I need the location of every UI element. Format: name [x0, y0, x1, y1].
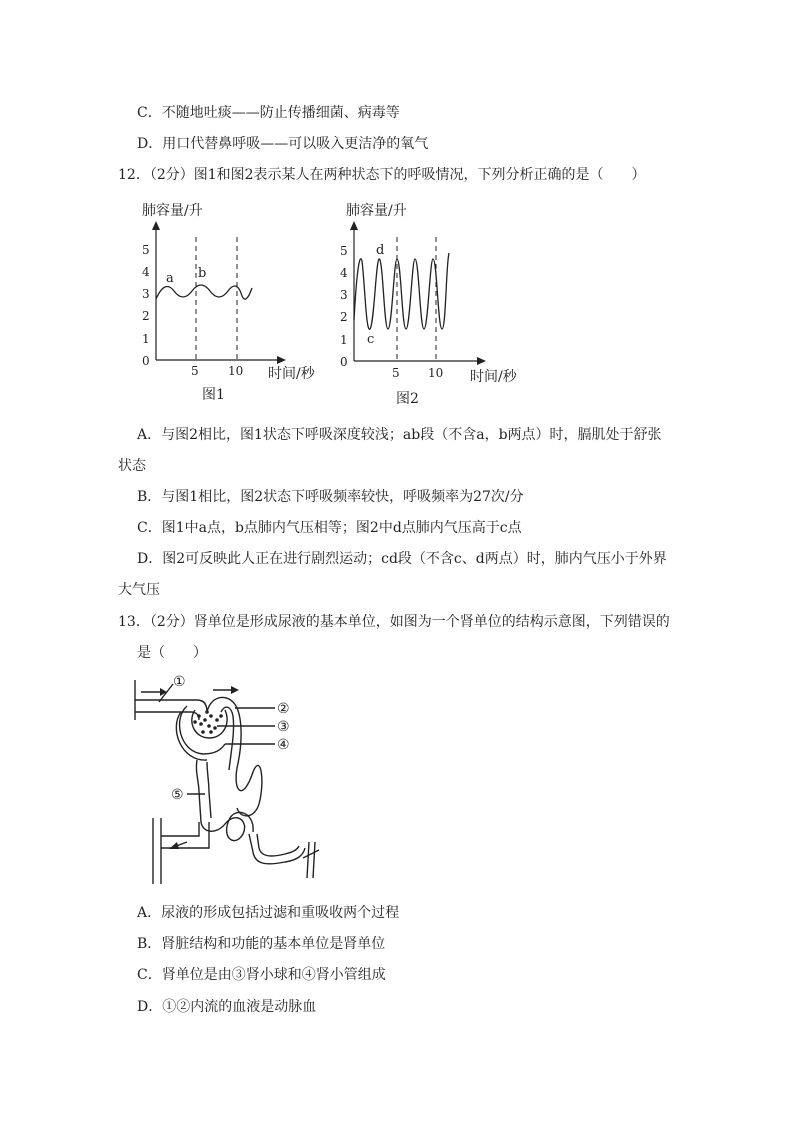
- fig1-xtick-10: 10: [228, 364, 244, 378]
- q12-option-c: C．图1中a点，b点肺内气压相等；图2中d点肺内气压高于c点: [137, 520, 522, 536]
- fig1-ytick-2: 2: [142, 309, 150, 323]
- fig1-point-a: a: [166, 271, 174, 286]
- q12-option-a-line2: 状态: [118, 458, 146, 474]
- fig2-caption: 图2: [396, 391, 419, 407]
- q13-stem-line2: 是（ ）: [137, 645, 207, 661]
- fig2-ytick-4: 4: [340, 266, 348, 280]
- q13-option-d: D．①②内流的血液是动脉血: [137, 999, 317, 1015]
- label-1: ①: [173, 674, 186, 690]
- fig2-xtick-5: 5: [392, 366, 400, 380]
- fig2-xtick-10: 10: [428, 366, 444, 380]
- fig1-x-arrow: [277, 356, 286, 364]
- fig1-ytick-0: 0: [142, 354, 150, 368]
- q12-option-d-line2: 大气压: [118, 582, 160, 598]
- renal-capsule-outer: [180, 706, 225, 754]
- label-2: ②: [277, 701, 290, 717]
- flow-arrow-left-head: [169, 842, 179, 849]
- fig2-ytick-0: 0: [340, 355, 348, 369]
- q13-nephron-diagram: [125, 672, 325, 892]
- flow-arrow-out-head: [231, 686, 239, 694]
- q12-option-b: B．与图1相比，图2状态下呼吸频率较快，呼吸频率为27次/分: [137, 489, 524, 505]
- fig1-ytick-3: 3: [142, 287, 150, 301]
- q12-stem: 12．（2分）图1和图2表示某人在两种状态下的呼吸情况，下列分析正确的是（ ）: [118, 167, 646, 183]
- fig1-breathing-curve-main: [156, 285, 252, 299]
- fig2-y-arrow: [350, 221, 358, 230]
- renal-tubule: [196, 760, 253, 841]
- q11-option-d: D．用口代替鼻呼吸——可以吸入更洁净的氧气: [137, 136, 429, 152]
- fig2-ytick-2: 2: [340, 310, 348, 324]
- fig1-xlabel: 时间/秒: [268, 366, 315, 382]
- collecting-duct: [161, 822, 199, 836]
- q13-option-b: B．肾脏结构和功能的基本单位是肾单位: [137, 936, 386, 952]
- label-4: ④: [277, 737, 290, 753]
- fig2-point-c: c: [367, 332, 375, 347]
- fig2-x-arrow: [477, 357, 486, 365]
- fig1-ylabel: 肺容量/升: [142, 203, 203, 219]
- fig2-ylabel: 肺容量/升: [346, 203, 407, 219]
- fig1-point-b: b: [198, 266, 207, 281]
- fig2-ytick-3: 3: [340, 288, 348, 302]
- q12-option-d-line1: D．图2可反映此人正在进行剧烈运动；cd段（不含c、d两点）时，肺内气压小于外界: [137, 551, 667, 567]
- fig1-ytick-5: 5: [142, 243, 150, 257]
- q12-figure-2: [330, 195, 530, 410]
- q12-option-a-line1: A．与图2相比，图1状态下呼吸深度较浅；ab段（不含a，b两点）时，膈肌处于舒张: [137, 427, 662, 443]
- fig1-xtick-5: 5: [191, 364, 199, 378]
- fig2-breathing-curve: [354, 253, 449, 329]
- q13-option-c: C．肾单位是由③肾小球和④肾小管组成: [137, 967, 386, 983]
- fig2-ytick-1: 1: [340, 333, 348, 347]
- fig2-xlabel: 时间/秒: [470, 369, 517, 385]
- fig1-ytick-4: 4: [142, 265, 150, 279]
- label-3: ③: [277, 719, 290, 735]
- fig2-ytick-5: 5: [340, 244, 348, 258]
- fig2-point-d: d: [376, 243, 385, 258]
- q12-figure-1: [130, 195, 315, 410]
- fig1-ytick-1: 1: [142, 332, 150, 346]
- q13-option-a: A．尿液的形成包括过滤和重吸收两个过程: [137, 905, 400, 921]
- fig1-caption: 图1: [202, 387, 225, 403]
- q13-stem-line1: 13．（2分）肾单位是形成尿液的基本单位，如图为一个肾单位的结构示意图，下列错误的: [118, 614, 670, 630]
- q11-option-c: C．不随地吐痰——防止传播细菌、病毒等: [137, 105, 400, 121]
- fig1-y-arrow: [152, 221, 160, 230]
- label-5: ⑤: [171, 787, 184, 803]
- efferent-vessel: [207, 697, 262, 815]
